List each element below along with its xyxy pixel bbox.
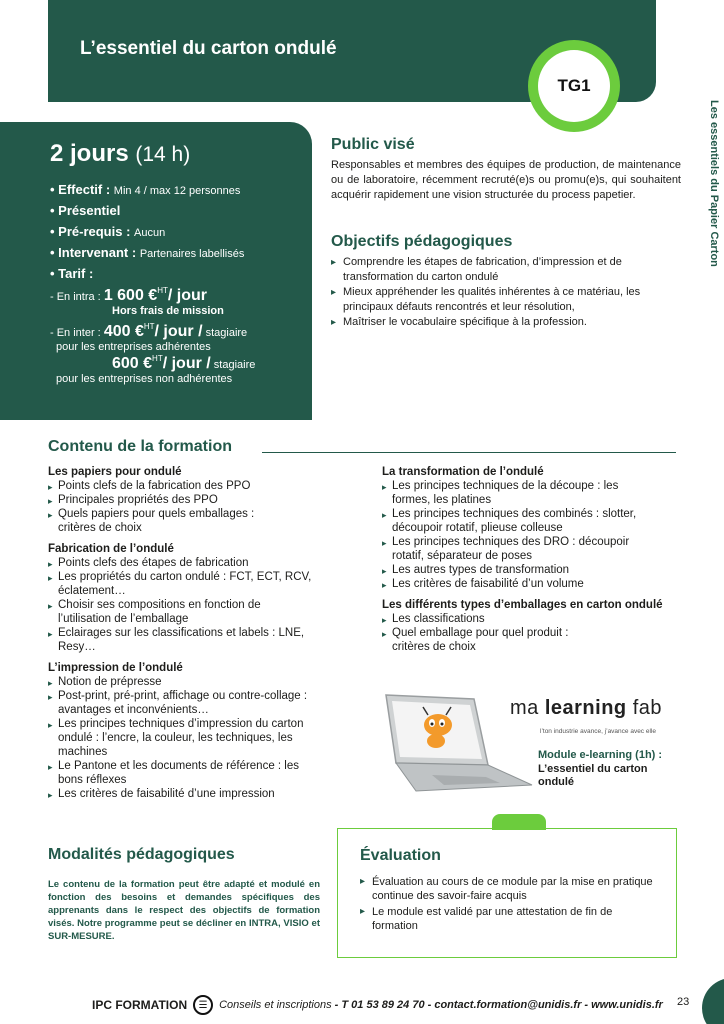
contact-info: Conseils et inscriptions - T 01 53 89 24 70 - contact.formation@unidis.fr - www.unidis.fr	[219, 999, 663, 1011]
page-number: 23	[677, 996, 690, 1008]
content-title: Contenu de la formation	[48, 438, 232, 455]
section-list	[48, 479, 348, 535]
objectives-section	[331, 233, 681, 330]
evaluation-list	[360, 875, 660, 933]
section-heading: Les différents types d’emballages en carton ondulé	[382, 599, 663, 611]
list-item: ▸ Points clefs des étapes de fabrication	[48, 556, 348, 570]
tarif-label: • Tarif :	[50, 266, 94, 281]
module-title: L’essentiel du carton ondulé	[538, 763, 648, 788]
page-title: L’essentiel du carton ondulé	[80, 38, 337, 59]
effectif: • Effectif : Min 4 / max 12 personnes	[50, 182, 241, 197]
section-list	[382, 479, 682, 591]
list-item: ▸ Maîtriser le vocabulaire spécifique à la profession.	[331, 315, 681, 330]
objectives-list	[331, 255, 681, 330]
section-list	[48, 556, 348, 654]
list-item: ▸ Les propriétés du carton ondulé : FCT, ECT, RCV, éclatement…	[48, 570, 340, 598]
intra-price: - En intra : 1 600 €$^{HT}$/ jour	[50, 286, 207, 304]
section-heading: La transformation de l’ondulé	[382, 466, 544, 478]
section-heading: Fabrication de l’ondulé	[48, 543, 174, 555]
list-item: ▸ Quel emballage pour quel produit : critères de choix	[382, 626, 602, 654]
list-item: ▸ Les principes techniques d’impression du carton ondulé : l’encre, la couleur, les techniques, les machines	[48, 717, 336, 759]
list-item: ▸ Choisir ses compositions en fonction de l’utilisation de l’emballage	[48, 598, 273, 626]
course-code-badge	[528, 40, 620, 132]
prerequis: • Pré-requis : Aucun	[50, 224, 166, 239]
modalites-title: Modalités pédagogiques	[48, 846, 235, 863]
list-item: ▸ Quels papiers pour quels emballages : critères de choix	[48, 507, 288, 535]
list-item: ▸ Le Pantone et les documents de référence : les bons réflexes	[48, 759, 308, 787]
content-right-column	[382, 466, 682, 662]
logo-tagline: l’ton industrie avance, j’avance avec elle	[540, 728, 656, 735]
list-item: ▸ Évaluation au cours de ce module par la mise en pratique continue des savoir-faire acquis	[360, 875, 660, 903]
intervenant: • Intervenant : Partenaires labellisés	[50, 245, 245, 260]
list-item: ▸ Les classifications	[382, 612, 682, 626]
inter-price-2: 600 €$^{HT}$/ jour / stagiaire	[112, 354, 256, 372]
section-heading: Les papiers pour ondulé	[48, 466, 182, 478]
list-item: ▸ Les principes techniques des combinés : slotter, découpoir rotatif, plieuse colleuse	[382, 507, 682, 535]
course-code: TG1	[538, 50, 610, 122]
public-text: Responsables et membres des équipes de production, de maintenance ou de laboratoire, récemment recruté(e)s ou promu(e)s, qui souhaitent acquérir rapidement une vision structurée du process papetier.	[331, 159, 681, 201]
presentiel: • Présentiel	[50, 203, 121, 218]
list-item: ▸ Notion de prépresse	[48, 675, 348, 689]
list-item: ▸ Les autres types de transformation	[382, 563, 682, 577]
evaluation-title: Évaluation	[360, 847, 441, 864]
list-item: ▸ Post-print, pré-print, affichage ou contre-collage : avantages et inconvénients…	[48, 689, 344, 717]
list-item: ▸ Comprendre les étapes de fabrication, d’impression et de transformation du carton ondulé	[331, 255, 681, 285]
objectives-title: Objectifs pédagogiques	[331, 233, 513, 250]
public-title: Public visé	[331, 136, 415, 153]
inter-note: pour les entreprises adhérentes	[56, 341, 211, 353]
brand-name: IPC FORMATION	[92, 998, 188, 1012]
content-left-column	[48, 466, 348, 809]
section-list	[48, 675, 348, 801]
evaluation-section	[337, 828, 677, 958]
course-info-panel	[0, 122, 312, 420]
module-label: Module e-learning (1h) :	[538, 749, 663, 761]
list-item: ▸ Les critères de faisabilité d’une impression	[48, 787, 348, 801]
modalites-text: Le contenu de la formation peut être adapté et modulé en fonction des besoins et demandes spécifiques des apprenants dans le respect des objectifs de formation visés. Notre programme peut se décliner en INTRA, VISIO et SUR-MESURE.	[48, 879, 320, 942]
section-heading: L’impression de l’ondulé	[48, 662, 183, 674]
inter-price: - En inter : 400 €$^{HT}$/ jour / stagiaire	[50, 322, 248, 340]
modalites-section	[48, 846, 320, 943]
intra-note: Hors frais de mission	[112, 305, 224, 317]
corner-decoration	[702, 978, 724, 1024]
phone-icon: ☰	[193, 995, 213, 1015]
side-section-label: Les essentiels du Papier Carton	[708, 100, 720, 267]
list-item: ▸ Le module est validé par une attestation de fin de formation	[360, 905, 660, 933]
list-item: ▸ Eclairages sur les classifications et labels : LNE, Resy…	[48, 626, 308, 654]
section-list	[382, 612, 682, 654]
list-item: ▸ Mieux appréhender les qualités inhérentes à ce matériau, les principaux défauts rencontrés et leur résolution,	[331, 285, 681, 315]
list-item: ▸ Les principes techniques de la découpe : les formes, les platines	[382, 479, 632, 507]
list-item: ▸ Points clefs de la fabrication des PPO	[48, 479, 348, 493]
ma-learning-fab-logo: ma learning fab	[510, 697, 662, 719]
footer	[92, 995, 663, 1015]
duration: 2 jours (14 h)	[50, 140, 191, 167]
list-item: ▸ Les critères de faisabilité d’un volume	[382, 577, 682, 591]
list-item: ▸ Les principes techniques des DRO : découpoir rotatif, séparateur de poses	[382, 535, 662, 563]
list-item: ▸ Principales propriétés des PPO	[48, 493, 348, 507]
public-section	[331, 136, 681, 203]
inter-note-2: pour les entreprises non adhérentes	[56, 373, 233, 385]
divider	[262, 452, 676, 453]
